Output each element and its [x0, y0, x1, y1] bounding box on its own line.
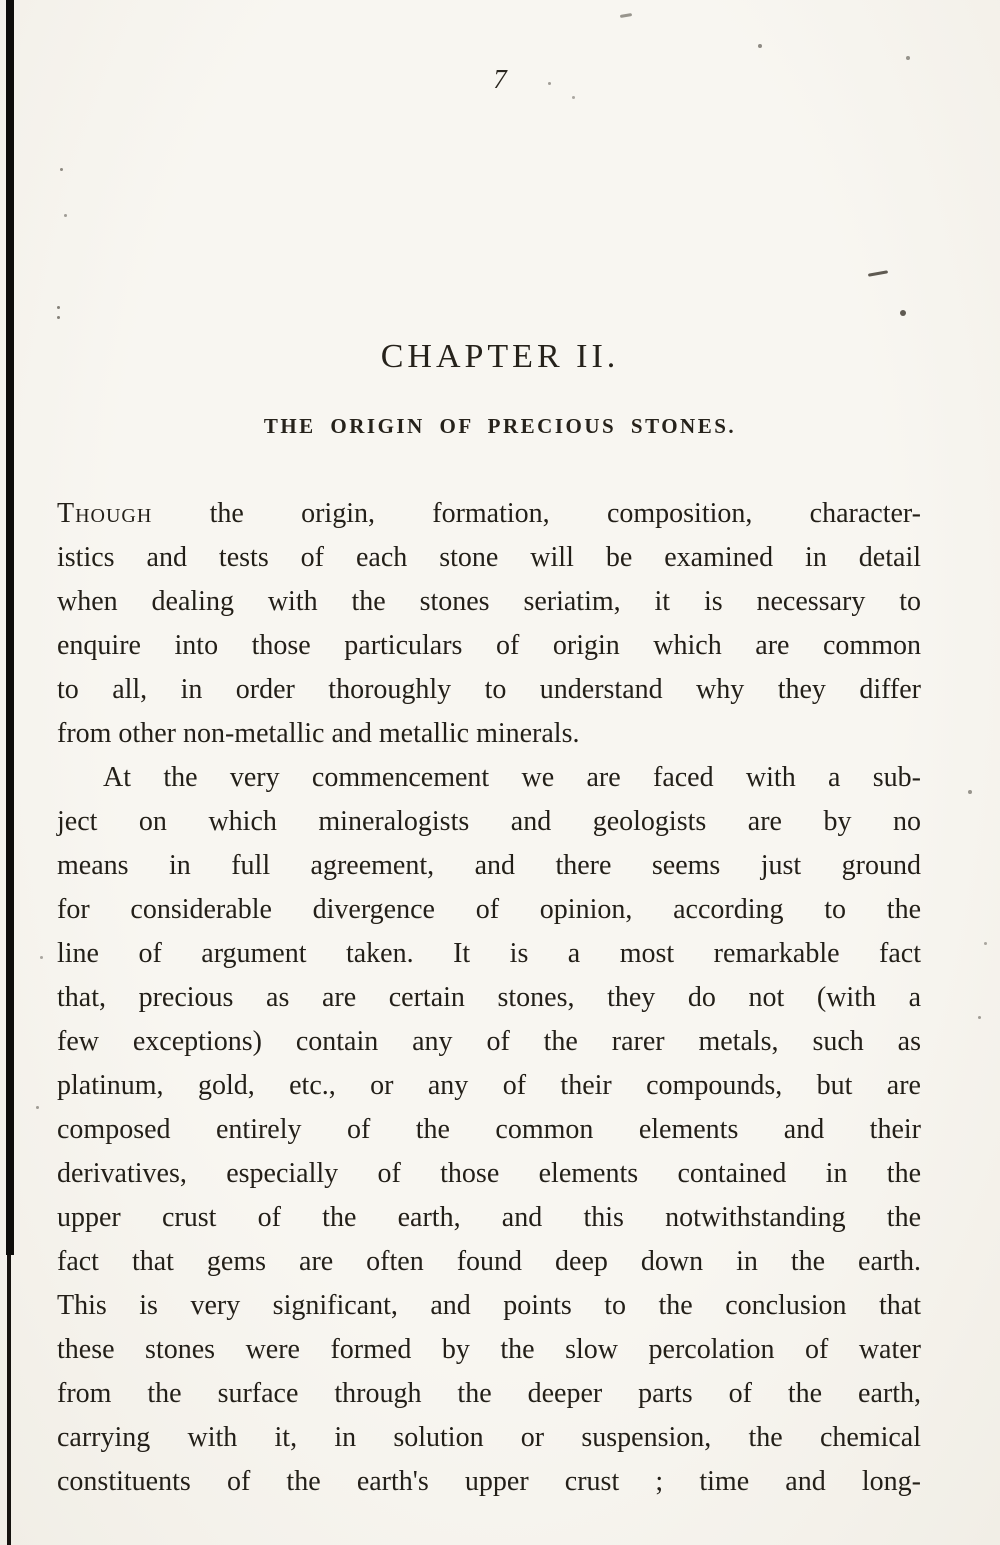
text-line: line of argument taken. It is a most remarkable fact	[57, 938, 921, 969]
text-line: from other non-metallic and metallic minerals.	[57, 718, 580, 749]
text-line: these stones were formed by the slow percolation of water	[57, 1334, 921, 1365]
text-line: istics and tests of each stone will be examined in detail	[57, 542, 921, 573]
scan-speck	[572, 96, 575, 99]
scan-speck	[758, 44, 762, 48]
scan-speck	[36, 1106, 39, 1109]
text-line	[57, 492, 921, 536]
text-line: carrying with it, in solution or suspension, the chemical	[57, 1422, 921, 1453]
binding-edge-line-thin	[7, 1255, 11, 1545]
text-line: fact that gems are often found deep down in the earth.	[57, 1246, 921, 1277]
text-line: upper crust of the earth, and this notwithstanding the	[57, 1202, 921, 1233]
scan-speck	[978, 1016, 981, 1019]
text-line: derivatives, especially of those elements contained in the	[57, 1158, 921, 1189]
page-body	[57, 492, 921, 1504]
text-line: constituents of the earth's upper crust ; time and long-	[57, 1466, 921, 1497]
text-line: from the surface through the deeper parts of the earth,	[57, 1378, 921, 1409]
scan-speck	[900, 310, 906, 316]
text-line: to all, in order thoroughly to understand why they differ	[57, 674, 921, 705]
scan-speck	[57, 316, 60, 319]
text-line: ject on which mineralogists and geologists are by no	[57, 806, 921, 837]
chapter-heading: CHAPTER II.	[380, 338, 620, 375]
scan-speck	[968, 790, 972, 794]
text-line: enquire into those particulars of origin which are common	[57, 630, 921, 661]
scan-speck	[57, 306, 60, 309]
text-line: platinum, gold, etc., or any of their compounds, but are	[57, 1070, 921, 1101]
paragraph-1	[57, 492, 921, 756]
text-line: few exceptions) contain any of the rarer metals, such as	[57, 1026, 921, 1057]
scan-speck	[868, 270, 888, 276]
line-text: the origin, formation, composition, character-	[209, 498, 921, 529]
text-line: that, precious as are certain stones, they do not (with a	[57, 982, 921, 1013]
section-heading: THE ORIGIN OF PRECIOUS STONES.	[263, 414, 737, 438]
text-line: This is very significant, and points to the conclusion that	[57, 1290, 921, 1321]
text-line: At the very commencement we are faced with a sub-	[103, 762, 921, 793]
page-number: 7	[493, 64, 507, 94]
paragraph-lines	[57, 800, 921, 1504]
scan-speck	[40, 956, 43, 959]
scan-speck	[620, 13, 632, 18]
text-line: means in full agreement, and there seems just ground	[57, 850, 921, 881]
binding-edge-line	[6, 0, 14, 1255]
scan-speck	[60, 168, 63, 171]
text-line: for considerable divergence of opinion, according to the	[57, 894, 921, 925]
scan-speck	[984, 942, 987, 945]
lead-word: Though	[57, 498, 153, 529]
scan-speck	[64, 214, 67, 217]
paragraph-2	[57, 756, 921, 1504]
text-line: composed entirely of the common elements and their	[57, 1114, 921, 1145]
scan-speck	[906, 56, 910, 60]
paragraph-lines	[57, 536, 921, 756]
text-line: when dealing with the stones seriatim, it is necessary to	[57, 586, 921, 617]
